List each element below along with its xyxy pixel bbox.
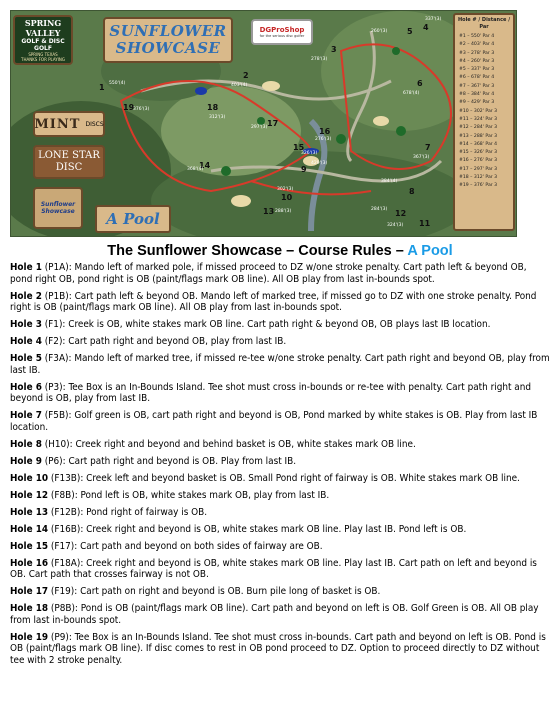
hole-yardage-label: 678'(4) [403, 91, 420, 96]
hole-number-label: 18 [207, 103, 219, 112]
rule-text: Cart path and beyond on both sides of fairway are OB. [80, 540, 323, 552]
rule-hole-label: Hole 10 [10, 472, 49, 484]
legend-row: #10 – 302' Par 3 [459, 108, 498, 114]
rule-item [10, 382, 550, 405]
legend-row: #5 – 337' Par 3 [459, 67, 495, 73]
rule-hole-label: Hole 17 [10, 586, 49, 598]
rule-code: (F8B): [48, 489, 81, 501]
rule-item [10, 353, 550, 376]
legend-row: #3 – 278' Par 3 [459, 50, 495, 56]
hole-yardage-label: 278'(3) [311, 57, 328, 62]
rule-text: Cart path right and beyond is OB. Play from last IB. [68, 455, 297, 467]
rule-code: (P1A): [41, 262, 75, 273]
hole-yardage-label: 367'(3) [413, 155, 430, 160]
page-title: The Sunflower Showcase – Course Rules – A Pool [107, 243, 453, 259]
hole-yardage-label: 429'(3) [311, 161, 328, 166]
rule-item [10, 632, 550, 667]
hole-yardage-label: 368'(4) [187, 167, 204, 172]
rule-item [10, 410, 550, 433]
hole-number-label: 5 [407, 27, 413, 36]
rule-code: (P9): [48, 631, 75, 643]
rule-text: Pond is OB (paint/flags mark OB line). Cart path and beyond on left is OB. Golf Green is OB. All OB play from last in-bounds spot. [10, 603, 539, 626]
legend-row: #4 – 260' Par 3 [459, 58, 495, 64]
rule-text: Creek left and beyond basket is OB. Small Pond right of fairway is OB. White stakes mark OB line. [86, 472, 520, 484]
rule-code: (F3A): [41, 353, 75, 365]
rule-hole-label: Hole 2 [10, 290, 42, 302]
course-map [10, 10, 517, 237]
rule-text: Cart path left & beyond OB. Mando left of marked tree, if missed go to DZ with one stroke penalty. Pond right is OB (paint/flags mark OB line). All OB play from last in-bounds spot. [10, 290, 537, 314]
hole-number-label: 6 [417, 79, 423, 88]
rule-code: (F13B): [48, 472, 87, 484]
rules-list [10, 262, 550, 672]
rule-code: (F19): [48, 586, 81, 598]
rule-text: Pond right of fairway is OB. [86, 506, 208, 518]
rule-hole-label: Hole 3 [10, 319, 42, 331]
rule-text: Mando left of marked tree, if missed re-tee w/one stroke penalty. Cart path right and beyond OB, play from last IB. [10, 353, 550, 376]
rule-item [10, 586, 550, 598]
hole-number-label: 4 [423, 23, 429, 32]
hole-number-label: 1 [99, 83, 105, 92]
rule-item [10, 336, 550, 348]
legend-row: #13 – 288' Par 3 [459, 133, 498, 139]
rule-text: Golf green is OB, cart path right and beyond is OB, Pond marked by white stakes is OB. Play from last IB location. [10, 410, 538, 433]
sunflower-showcase-logo: SUNFLOWER SHOWCASE [103, 17, 233, 63]
rule-text: Creek right and beyond and behind basket is OB, white stakes mark OB line. [75, 438, 416, 450]
rule-code: (F1): [41, 319, 69, 331]
rule-code: (P1B): [41, 290, 75, 302]
rule-hole-label: Hole 18 [10, 603, 49, 615]
hole-number-label: 14 [199, 161, 211, 170]
rule-item [10, 456, 550, 468]
rule-code: (F5B): [41, 410, 75, 422]
rule-item [10, 541, 550, 553]
mint-discs-logo: MINT DISCS [33, 111, 105, 137]
hole-number-label: 11 [419, 219, 431, 228]
rule-code: (P8B): [48, 603, 81, 615]
rule-text: Creek is OB, white stakes mark OB line. Cart path right & beyond OB, OB plays last IB location. [68, 319, 491, 331]
rule-hole-label: Hole 9 [10, 455, 42, 467]
rule-item [10, 262, 550, 285]
rule-text: Tee Box is an In-Bounds Island. Tee shot must cross in-bounds or re-tee with penalty. Cart path right and beyond is OB, play from last IB. [10, 381, 532, 405]
legend-row: #14 – 368' Par 4 [459, 141, 498, 147]
rule-hole-label: Hole 14 [10, 523, 49, 535]
hole-yardage-label: 302'(3) [277, 187, 294, 192]
legend-row: #18 – 312' Par 3 [459, 175, 498, 181]
legend-row: #1 – 550' Par 4 [459, 34, 495, 39]
legend-row: #15 – 326' Par 3 [459, 150, 498, 156]
rule-code: (F17): [48, 540, 81, 552]
hole-yardage-label: 297'(3) [251, 125, 268, 130]
rule-item [10, 439, 550, 451]
hole-yardage-label: 337'(3) [425, 17, 442, 22]
hole-number-label: 2 [243, 71, 249, 80]
rule-code: (F12B): [48, 506, 87, 518]
legend-row: #8 – 384' Par 4 [459, 92, 495, 98]
distance-legend: Hole # / Distance / Par #1 – 550' Par 4 #2 – 403' Par 4 #3 – 278' Par 3 #4 – 260' Par 3 #5 – 337' Par 3 #6 – 678' Par 4 #7 – 367' Par 3 #8 – 384' Par 4 #9 – 429' Par 3 #10 – 302' Par 3 #11 – 324' Par 3 #12 – 284' Par 3 #13 – 288' Par 3 #14 – 368' Par 4 #15 – 326' Par 3 #16 – 276' Par 3 #17 – 297' Par 3 #18 – 312' Par 3 #19 – 376' Par 3 [453, 13, 515, 231]
hole-yardage-label: 284'(3) [371, 207, 388, 212]
rule-code: (H10): [41, 438, 76, 450]
legend-row: #6 – 678' Par 4 [459, 75, 495, 81]
rule-hole-label: Hole 1 [10, 262, 42, 273]
rule-item [10, 507, 550, 519]
rule-code: (F18A): [48, 557, 87, 569]
rule-item [10, 319, 550, 331]
rule-hole-label: Hole 12 [10, 489, 49, 501]
rule-text: Cart path right and beyond OB, play from last IB. [68, 336, 287, 348]
legend-row: #12 – 284' Par 3 [459, 125, 498, 131]
rule-hole-label: Hole 15 [10, 540, 49, 552]
rule-text: Pond left is OB, white stakes mark OB, play from last IB. [80, 489, 330, 501]
rule-item [10, 490, 550, 502]
hole-yardage-label: 550'(4) [109, 81, 126, 86]
legend-row: #11 – 324' Par 3 [459, 116, 498, 122]
legend-row: #19 – 376' Par 3 [459, 183, 498, 189]
hole-number-label: 7 [425, 143, 431, 152]
rule-text: Creek right and beyond is OB, white stakes mark OB line. Play last IB. Pond left is OB. [86, 523, 467, 535]
pool-label: A Pool [95, 205, 171, 233]
hole-number-label: 9 [301, 165, 307, 174]
rule-hole-label: Hole 4 [10, 336, 42, 348]
rule-item [10, 473, 550, 485]
hole-yardage-label: 324'(3) [387, 223, 404, 228]
hole-yardage-label: 403'(4) [231, 83, 248, 88]
rule-hole-label: Hole 13 [10, 506, 49, 518]
legend-row: #7 – 367' Par 3 [459, 83, 495, 89]
hole-number-label: 15 [293, 143, 305, 152]
legend-row: #17 – 297' Par 3 [459, 166, 498, 172]
hole-yardage-label: 326'(3) [301, 151, 318, 156]
hole-yardage-label: 312'(3) [209, 115, 226, 120]
hole-yardage-label: 376'(3) [133, 107, 150, 112]
legend-row: #9 – 429' Par 3 [459, 100, 495, 106]
rule-code: (F2): [41, 336, 69, 348]
hole-number-label: 12 [395, 209, 407, 218]
hole-number-label: 8 [409, 187, 415, 196]
rule-code: (P6): [41, 455, 69, 467]
hole-yardage-label: 260'(3) [371, 29, 388, 34]
rule-text: Creek right and beyond is OB, white stakes mark OB line. Play last IB. Cart path on left and beyond is OB. Cart path that crosses fairway is not OB. [10, 557, 537, 581]
legend-row: #2 – 403' Par 4 [459, 42, 495, 48]
hole-number-label: 17 [267, 119, 279, 128]
rule-item [10, 524, 550, 536]
rule-hole-label: Hole 7 [10, 410, 42, 422]
rule-code: (P3): [41, 381, 69, 393]
legend-row: #16 – 276' Par 3 [459, 158, 498, 164]
rule-text: Mando left of marked pole, if missed proceed to DZ w/one stroke penalty. Cart path left & beyond OB, pond right OB, pond right is OB (paint/flags mark OB line). All OB play from last in-bounds spot. [10, 262, 527, 285]
rule-hole-label: Hole 19 [10, 631, 49, 643]
rule-item [10, 291, 550, 314]
hole-number-label: 16 [319, 127, 331, 136]
lone-star-disc-logo: LONE STAR DISC [33, 145, 105, 179]
hole-number-label: 13 [263, 207, 275, 216]
rule-text: Tee Box is an In-Bounds Island. Tee shot must cross in-bounds. Cart path and beyond on left is OB. Pond is OB (paint/flags mark OB line). If disc comes to rest in OB pond proceed to DZ. Option to proceed directly to DZ without tee with 2 stroke penalty. [10, 631, 546, 667]
hole-number-label: 19 [123, 103, 135, 112]
hole-yardage-label: 384'(4) [381, 179, 398, 184]
rule-hole-label: Hole 16 [10, 557, 49, 569]
rule-item [10, 558, 550, 581]
rule-hole-label: Hole 6 [10, 381, 42, 393]
rule-code: (F16B): [48, 523, 87, 535]
hole-number-label: 3 [331, 45, 337, 54]
rule-hole-label: Hole 5 [10, 353, 42, 365]
rule-hole-label: Hole 8 [10, 438, 42, 450]
sunflower-script-logo: Sunflower Showcase [33, 187, 83, 229]
rule-item [10, 603, 550, 626]
spring-valley-logo: SPRING VALLEY GOLF & DISC GOLF SPRING TEXAS THANKS FOR PLAYING [13, 15, 73, 65]
rule-text: Cart path on right and beyond is OB. Burn pile long of basket is OB. [80, 586, 381, 598]
hole-yardage-label: 288'(3) [275, 209, 292, 214]
dgproshop-logo: DGProShop for the serious disc golfer [251, 19, 313, 45]
hole-number-label: 10 [281, 193, 293, 202]
hole-yardage-label: 276'(3) [315, 137, 332, 142]
